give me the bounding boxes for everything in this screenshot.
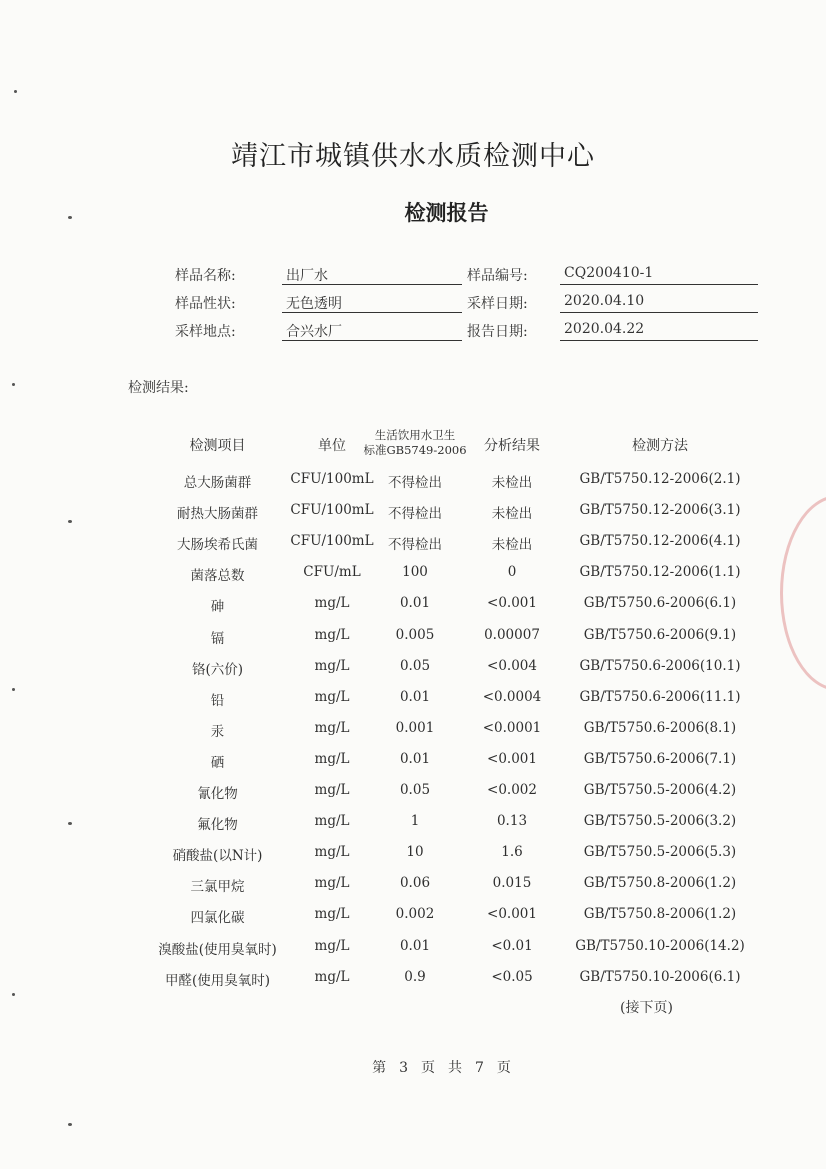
sample-date-value: 2020.04.10: [560, 293, 758, 313]
row-unit: mg/L: [314, 658, 350, 674]
scan-speck: [68, 1123, 72, 1126]
row-unit: mg/L: [314, 627, 350, 643]
row-item: 耐热大肠菌群: [177, 506, 258, 522]
row-item: 总大肠菌群: [183, 475, 252, 491]
report-subtitle: 检测报告: [404, 201, 489, 225]
row-item: 硒: [210, 755, 225, 771]
row-standard: 0.01: [399, 751, 431, 767]
scan-speck: [12, 383, 15, 386]
row-method: GB/T5750.10-2006(14.2): [575, 938, 745, 954]
row-item: 三氯甲烷: [190, 879, 245, 895]
row-result: 未检出: [491, 475, 533, 491]
row-item: 镉: [210, 631, 225, 647]
header-result: 分析结果: [484, 438, 540, 454]
row-item: 铅: [210, 693, 225, 709]
row-result: 0.13: [496, 813, 528, 829]
header-standard: [360, 428, 470, 458]
row-result: <0.004: [487, 658, 537, 674]
row-result: <0.001: [487, 906, 537, 922]
row-result: 未检出: [491, 537, 533, 553]
row-item: 四氯化碳: [190, 910, 245, 926]
row-method: GB/T5750.6-2006(8.1): [583, 720, 737, 736]
row-method: GB/T5750.5-2006(4.2): [583, 782, 737, 798]
row-standard: 不得检出: [388, 506, 442, 522]
row-item: 溴酸盐(使用臭氧时): [158, 942, 277, 958]
row-method: GB/T5750.5-2006(3.2): [583, 813, 737, 829]
row-standard: 0.05: [399, 782, 431, 798]
report-date-value: 2020.04.22: [560, 321, 758, 341]
sample-site-label: 采样地点:: [175, 324, 236, 340]
sample-date-label: 采样日期:: [467, 296, 528, 312]
scan-speck: [68, 520, 72, 523]
row-unit: mg/L: [314, 938, 350, 954]
scan-speck: [12, 688, 15, 691]
footer-suffix: 页: [496, 1060, 512, 1076]
row-standard: 0.002: [395, 906, 435, 922]
row-method: GB/T5750.6-2006(6.1): [583, 595, 737, 611]
sample-name-value: 出厂水: [282, 265, 462, 285]
row-result: <0.05: [491, 969, 533, 985]
red-seal-stamp: [780, 495, 826, 691]
continued-note: (接下页): [620, 1000, 673, 1016]
row-standard: 0.01: [399, 938, 431, 954]
row-result: 0.015: [492, 875, 532, 891]
row-unit: mg/L: [314, 844, 350, 860]
row-unit: CFU/100mL: [290, 533, 374, 549]
row-method: GB/T5750.10-2006(6.1): [579, 969, 741, 985]
row-method: GB/T5750.6-2006(7.1): [583, 751, 737, 767]
row-result: 0.00007: [484, 627, 540, 643]
row-method: GB/T5750.6-2006(10.1): [579, 658, 741, 674]
row-item: 汞: [210, 724, 225, 740]
row-unit: mg/L: [314, 595, 350, 611]
row-unit: CFU/mL: [303, 564, 361, 580]
scan-speck: [14, 90, 17, 93]
row-standard: 0.005: [395, 627, 435, 643]
row-result: 未检出: [491, 506, 533, 522]
row-item: 氰化物: [197, 786, 238, 802]
page-title: 靖江市城镇供水水质检测中心: [231, 141, 595, 172]
report-date-label: 报告日期:: [467, 324, 528, 340]
row-item: 菌落总数: [190, 568, 245, 584]
footer-prefix: 第: [372, 1060, 388, 1076]
row-standard: 0.05: [399, 658, 431, 674]
row-result: <0.01: [491, 938, 533, 954]
results-label: 检测结果:: [128, 380, 189, 396]
sample-site-value: 合兴水厂: [282, 321, 462, 341]
sample-name-label: 样品名称:: [175, 268, 236, 284]
row-result: <0.0004: [482, 689, 542, 705]
row-standard: 1: [410, 813, 420, 829]
row-unit: mg/L: [314, 689, 350, 705]
header-unit: 单位: [318, 438, 346, 454]
sample-prop-value: 无色透明: [282, 293, 462, 313]
header-standard-line1: 生活饮用水卫生: [374, 428, 456, 442]
row-standard: 0.06: [399, 875, 431, 891]
row-unit: mg/L: [314, 720, 350, 736]
sample-prop-label: 样品性状:: [175, 296, 236, 312]
row-result: <0.001: [487, 751, 537, 767]
footer-page-number: 3: [399, 1060, 409, 1076]
row-method: GB/T5750.12-2006(4.1): [579, 533, 741, 549]
row-method: GB/T5750.12-2006(1.1): [579, 564, 741, 580]
row-unit: mg/L: [314, 782, 350, 798]
row-unit: mg/L: [314, 751, 350, 767]
row-method: GB/T5750.6-2006(11.1): [579, 689, 741, 705]
row-result: <0.001: [487, 595, 537, 611]
row-standard: 0.9: [404, 969, 426, 985]
row-result: 1.6: [501, 844, 523, 860]
row-method: GB/T5750.12-2006(2.1): [579, 471, 741, 487]
row-unit: mg/L: [314, 875, 350, 891]
page-footer: [0, 1057, 826, 1077]
footer-total-pages: 7: [475, 1060, 485, 1076]
row-standard: 0.01: [399, 689, 431, 705]
row-unit: CFU/100mL: [290, 471, 374, 487]
row-unit: mg/L: [314, 906, 350, 922]
scan-speck: [12, 993, 15, 996]
scan-speck: [68, 216, 72, 219]
row-standard: 不得检出: [388, 537, 442, 553]
row-item: 大肠埃希氏菌: [177, 537, 258, 553]
sample-no-label: 样品编号:: [467, 268, 528, 284]
row-item: 硝酸盐(以N计): [172, 848, 263, 864]
row-standard: 不得检出: [388, 475, 442, 491]
row-unit: mg/L: [314, 969, 350, 985]
header-method: 检测方法: [632, 438, 688, 454]
row-standard: 10: [406, 844, 424, 860]
footer-mid2: 共: [448, 1060, 463, 1076]
row-method: GB/T5750.5-2006(5.3): [583, 844, 737, 860]
row-standard: 100: [402, 564, 428, 580]
row-result: <0.002: [487, 782, 537, 798]
row-standard: 0.001: [395, 720, 435, 736]
row-item: 氟化物: [197, 817, 238, 833]
row-result: 0: [507, 564, 517, 580]
row-method: GB/T5750.12-2006(3.1): [579, 502, 741, 518]
row-unit: mg/L: [314, 813, 350, 829]
header-item: 检测项目: [189, 438, 246, 454]
row-standard: 0.01: [399, 595, 431, 611]
sample-no-value: CQ200410-1: [560, 265, 758, 285]
row-method: GB/T5750.6-2006(9.1): [583, 627, 737, 643]
row-item: 铬(六价): [191, 662, 244, 678]
scan-speck: [68, 822, 72, 825]
row-result: <0.0001: [482, 720, 542, 736]
row-method: GB/T5750.8-2006(1.2): [583, 906, 737, 922]
row-method: GB/T5750.8-2006(1.2): [583, 875, 737, 891]
footer-mid1: 页: [421, 1060, 436, 1076]
row-item: 甲醛(使用臭氧时): [164, 973, 271, 989]
row-unit: CFU/100mL: [290, 502, 374, 518]
row-item: 砷: [210, 599, 225, 615]
header-standard-line2: 标准GB5749-2006: [363, 443, 467, 457]
